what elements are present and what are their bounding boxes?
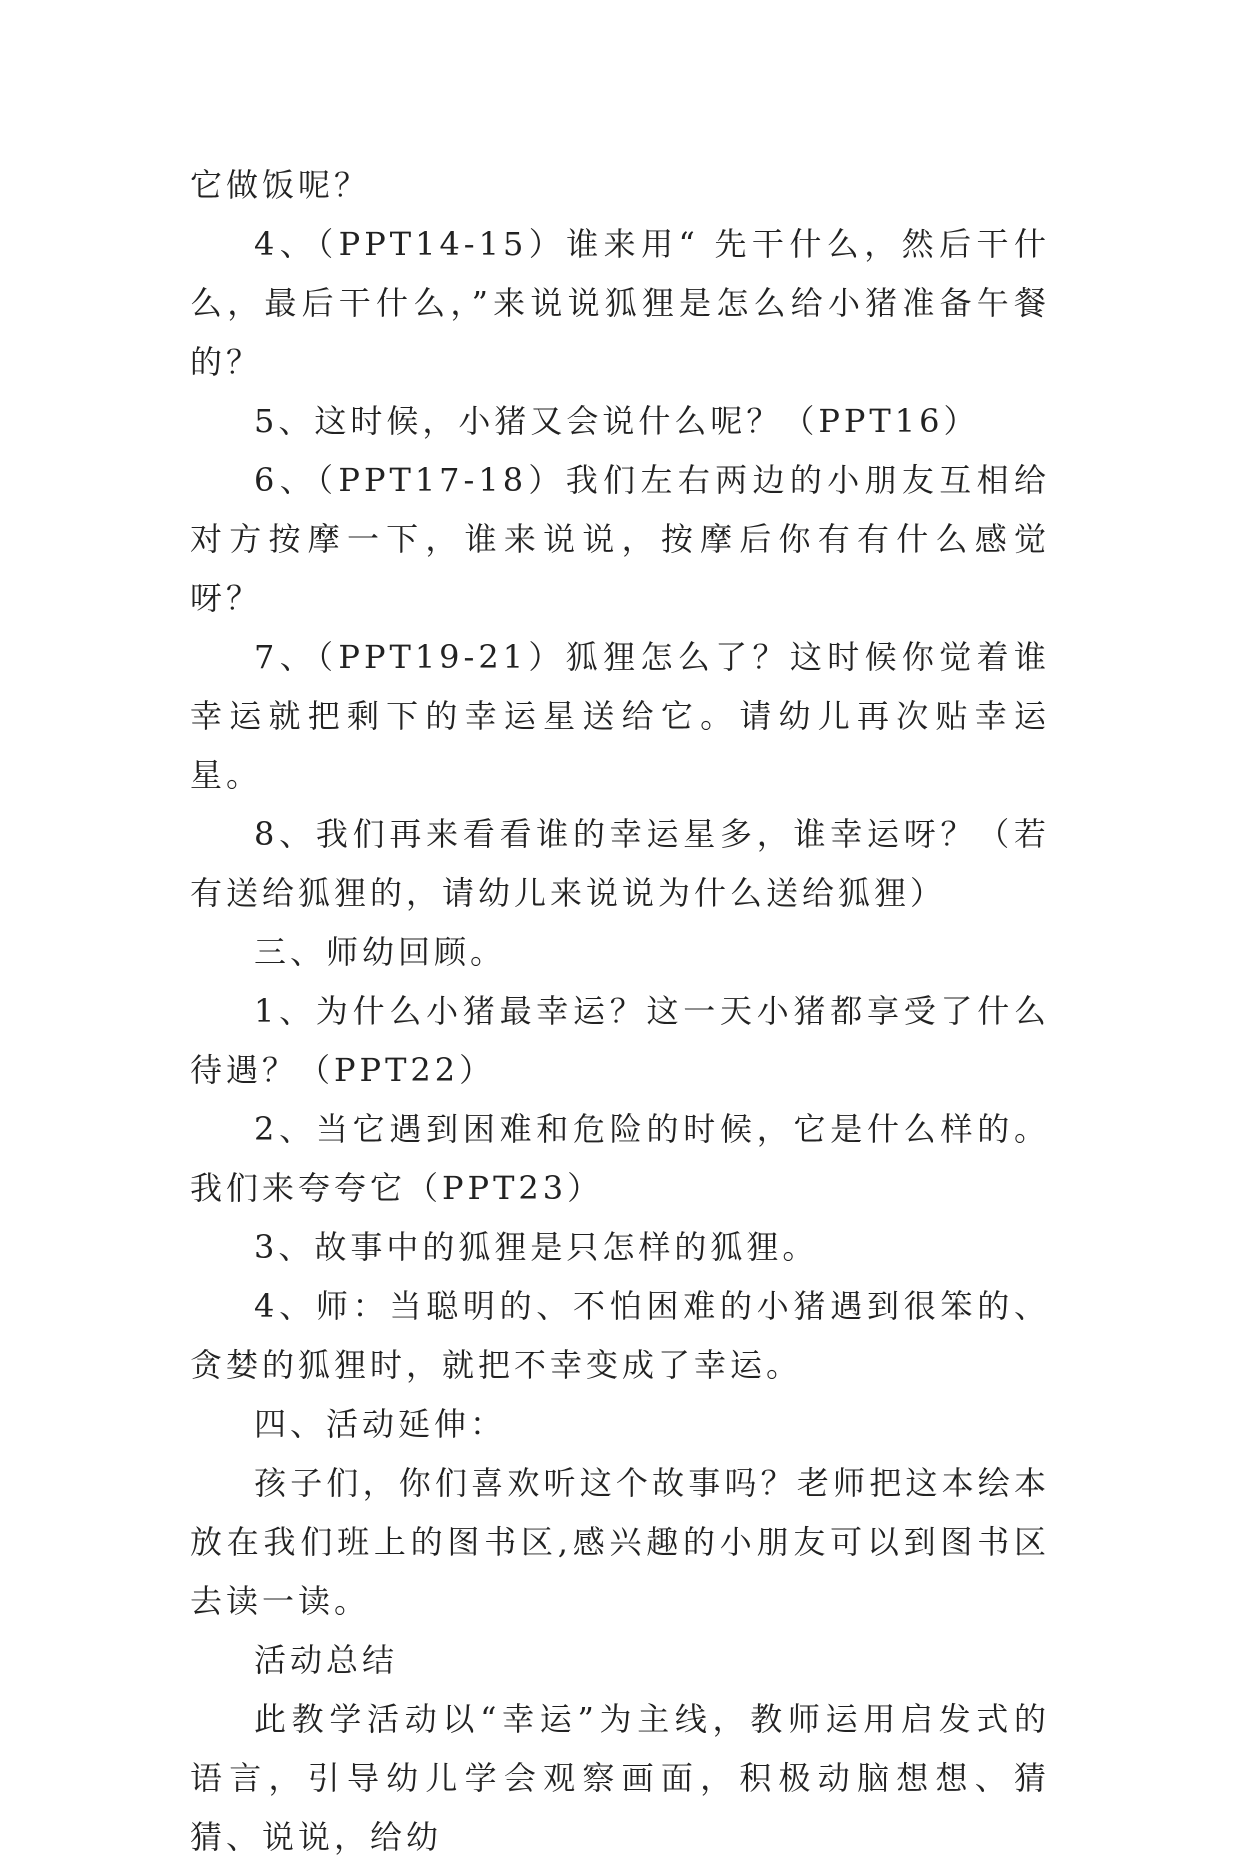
- paragraph-step-6: 6、（PPT17-18）我们左右两边的小朋友互相给对方按摩一下，谁来说说，按摩后你有有什么感觉呀？: [190, 461, 1050, 617]
- paragraph-review-3: 3、故事中的狐狸是只怎样的狐狸。: [254, 1228, 819, 1266]
- paragraph-step-7: 7、（PPT19-21）狐狸怎么了？这时候你觉着谁幸运就把剩下的幸运星送给它。请幼儿再次贴幸运星。: [190, 638, 1050, 794]
- paragraph-review-1: 1、为什么小猪最幸运？这一天小猪都享受了什么待遇？（PPT22）: [190, 992, 1050, 1089]
- section-heading-review: 三、师幼回顾。: [254, 933, 507, 971]
- paragraph-step-5: 5、这时候，小猪又会说什么呢？（PPT16）: [254, 402, 980, 440]
- section-heading-extension: 四、活动延伸：: [254, 1405, 507, 1443]
- paragraph-summary: 此教学活动以“幸运”为主线，教师运用启发式的语言，引导幼儿学会观察画面，积极动脑想想、猜猜、说说，给幼: [190, 1700, 1050, 1856]
- paragraph-step-8: 8、我们再来看看谁的幸运星多，谁幸运呀？（若有送给狐狸的，请幼儿来说说为什么送给狐狸）: [190, 815, 1050, 912]
- section-heading-summary: 活动总结: [254, 1641, 399, 1679]
- paragraph-continuation: 它做饭呢？: [190, 166, 371, 204]
- paragraph-review-4: 4、师：当聪明的、不怕困难的小猪遇到很笨的、贪婪的狐狸时，就把不幸变成了幸运。: [190, 1287, 1050, 1384]
- paragraph-review-2: 2、当它遇到困难和危险的时候，它是什么样的。我们来夸夸它（PPT23）: [190, 1110, 1050, 1207]
- paragraph-step-4: 4、（PPT14-15）谁来用“ 先干什么，然后干什么，最后干什么，”来说说狐狸是怎么给小猪准备午餐的？: [190, 225, 1050, 381]
- paragraph-extension: 孩子们，你们喜欢听这个故事吗？老师把这本绘本放在我们班上的图书区,感兴趣的小朋友可以到图书区去读一读。: [190, 1464, 1050, 1620]
- document-page: [190, 156, 1050, 1867]
